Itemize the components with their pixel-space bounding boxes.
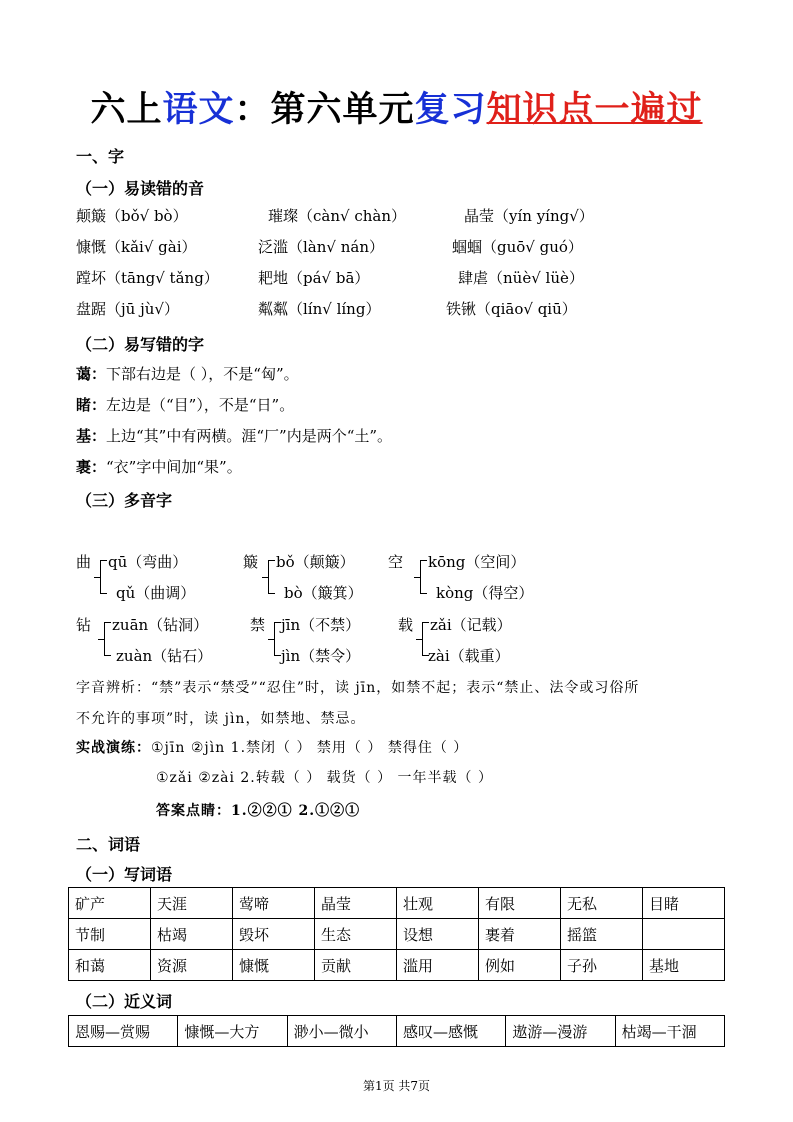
polyphone-char: 空 [388,553,404,571]
table-cell: 天涯 [151,888,233,919]
polyphone-char: 载 [398,616,414,634]
title-part-4: 复习 [414,89,487,130]
polyphone-reading: kòng（得空） [436,584,534,602]
title-part-2: 语文 [162,89,235,130]
char-note-text: 上边“其”中有两横。涯“厂”内是两个“土”。 [106,427,393,445]
table-cell: 子孙 [561,950,643,981]
char-note [76,425,392,446]
brace [100,560,107,594]
char-note [76,456,242,477]
table-cell: 矿产 [69,888,151,919]
reading-item: 璀璨（càn√ chàn） [268,207,406,225]
table-row [69,950,725,981]
table-cell: 摇篮 [561,919,643,950]
table-cell: 滥用 [397,950,479,981]
char-note-text: 下部右边是（ ），不是“匈”。 [106,365,299,383]
table-cell: 生态 [315,919,397,950]
polyphone-char: 禁 [250,616,266,634]
reading-item: 蝈蝈（guō√ guó） [452,238,583,256]
table-row [69,919,725,950]
polyphone-reading: qǔ（曲调） [116,584,196,602]
brace [274,622,281,656]
analysis-line: 不允许的事项”时，读 jìn，如禁地、禁忌。 [76,711,366,727]
reading-item: 肆虐（nüè√ lüè） [458,269,584,287]
practice-line [76,737,468,757]
table-cell: 设想 [397,919,479,950]
polyphone-char: 簸 [243,553,259,571]
practice-label: 实战演练： [76,740,151,756]
table-cell: 有限 [479,888,561,919]
polyphone-char: 钻 [76,616,92,634]
polyphone-reading: bò（簸箕） [284,584,363,602]
table-cell: 例如 [479,950,561,981]
polyphone-reading: qū（弯曲） [108,553,188,571]
table-cell: 节制 [69,919,151,950]
polyphone-char: 曲 [76,553,92,571]
section-heading-chars: 一、字 [76,147,125,166]
char-note-char: 睹： [76,396,107,414]
words-table [68,887,725,981]
table-cell: 遨游—漫游 [506,1016,615,1047]
practice-line: ①zǎi ②zài 2.转载（ ） 载货（ ） 一年半载（ ） [156,770,494,786]
table-cell: 枯竭—干涸 [615,1016,724,1047]
reading-item: 耙地（pá√ bā） [258,269,370,287]
table-cell: 枯竭 [151,919,233,950]
table-cell: 慷慨—大方 [178,1016,287,1047]
title-part-5: 知识点一遍过 [486,89,703,130]
table-cell: 贡献 [315,950,397,981]
reading-item: 慷慨（kǎi√ gài） [76,238,197,256]
subheading-synonyms: （二）近义词 [76,992,173,1011]
table-cell: 渺小—微小 [287,1016,396,1047]
table-cell: 资源 [151,950,233,981]
table-cell: 慷慨 [233,950,315,981]
table-cell: 和蔼 [69,950,151,981]
table-cell: 恩赐—赏赐 [69,1016,178,1047]
brace [268,560,275,594]
brace [420,560,427,594]
reading-item: 晶莹（yín yíng√） [464,207,594,225]
char-note-text: 左边是（“目”），不是“日”。 [106,396,295,414]
table-cell [643,919,725,950]
table-cell: 基地 [643,950,725,981]
polyphone-reading: bǒ（颠簸） [276,553,355,571]
analysis-line: 字音辨析：“禁”表示“禁受”“忍住”时，读 jīn，如禁不起；表示“禁止、法令或习俗所 [76,680,640,696]
table-cell: 裹着 [479,919,561,950]
page-title [0,82,793,132]
table-cell: 晶莹 [315,888,397,919]
reading-item: 粼粼（lín√ líng） [258,300,381,318]
polyphone-reading: jīn（不禁） [281,616,361,634]
synonyms-table [68,1015,725,1047]
brace [104,622,111,656]
table-cell: 目睹 [643,888,725,919]
reading-item: 蹚坏（tāng√ tǎng） [76,269,219,287]
section-heading-words: 二、词语 [76,835,141,854]
reading-item: 颠簸（bǒ√ bò） [76,207,188,225]
title-part-3: ：第六单元 [234,89,415,130]
polyphone-reading: jìn（禁令） [281,647,361,665]
char-note [76,394,294,415]
subheading-misread: （一）易读错的音 [76,179,205,198]
table-cell: 感叹—感慨 [396,1016,505,1047]
title-part-1: 六上 [90,89,163,130]
table-cell: 毁坏 [233,919,315,950]
char-note-text: “衣”字中间加“果”。 [106,458,242,476]
reading-item: 盘踞（jū jù√） [76,300,179,318]
subheading-write-words: （一）写词语 [76,865,173,884]
table-cell: 壮观 [397,888,479,919]
subheading-polyphonic: （三）多音字 [76,491,173,510]
subheading-miswritten: （二）易写错的字 [76,335,205,354]
char-note-char: 裹： [76,458,107,476]
practice-text: ①jīn ②jìn 1.禁闭（ ） 禁用（ ） 禁得住（ ） [151,740,469,756]
polyphone-reading: zài（载重） [428,647,510,665]
polyphone-reading: zǎi（记载） [430,616,512,634]
reading-item: 铁锹（qiāo√ qiū） [446,300,577,318]
table-row [69,1016,725,1047]
char-note-char: 基： [76,427,107,445]
table-cell: 无私 [561,888,643,919]
table-row [69,888,725,919]
polyphone-reading: zuān（钻洞） [112,616,209,634]
page-footer: 第1页 共7页 [362,1079,431,1093]
polyphone-reading: kōng（空间） [428,553,526,571]
char-note [76,363,299,384]
practice-answer: 答案点睛：1.②②① 2.①②① [156,803,361,819]
char-note-char: 蔼： [76,365,107,383]
polyphone-reading: zuàn（钻石） [116,647,213,665]
reading-item: 泛滥（làn√ nán） [258,238,384,256]
table-cell: 莺啼 [233,888,315,919]
